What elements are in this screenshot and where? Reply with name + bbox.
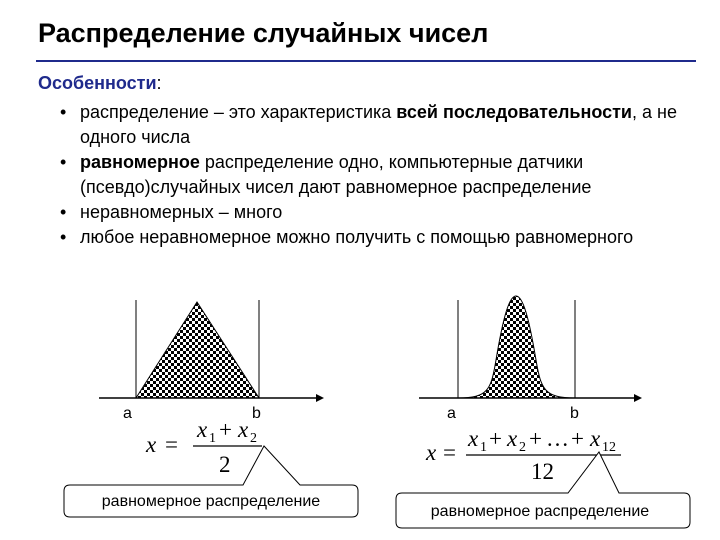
right-distribution-figure [396,296,690,528]
svg-text:+: + [219,417,232,442]
right-label-a: a [447,405,456,422]
svg-text:=: = [443,440,456,465]
bullet-dot: • [60,202,67,222]
left-x-axis-arrow [316,394,324,402]
svg-text:2: 2 [250,431,257,446]
svg-text:x: x [507,426,518,451]
left-label-a: a [123,405,132,422]
right-label-b: b [570,405,579,422]
page-title: Распределение случайных чисел [38,18,489,48]
bullet-text: распределение – это характеристика [80,102,397,122]
triangular-distribution-shape [136,302,259,398]
left-formula [145,417,262,477]
svg-text:x: x [197,417,208,442]
bullet-text: неравномерных – много [80,202,283,222]
svg-text:x: x [238,417,249,442]
svg-text:2: 2 [219,452,231,477]
svg-text:+: + [529,426,542,451]
svg-text:12: 12 [531,459,554,484]
svg-text:12: 12 [602,440,616,455]
svg-text:=: = [165,432,178,457]
svg-text:+: + [571,426,584,451]
svg-text:+: + [489,426,502,451]
svg-text:x: x [590,426,601,451]
svg-text:1: 1 [209,431,216,446]
section-keyword: Особенности [38,73,157,93]
bell-distribution-shape [458,296,575,398]
left-callout-text: равномерное распределение [101,493,321,510]
svg-text:x: x [146,432,157,457]
left-distribution-figure [64,300,358,517]
bullet-text: , а не одного числа [80,102,677,147]
bullet-dot: • [60,152,67,172]
svg-text:…: … [546,426,569,451]
right-callout-text: равномерное распределение [430,503,650,520]
bullet-text: распределение одно, компьютерные датчики (псевдо)случайных чисел дают равномерное распределение [80,152,592,197]
bullet-dot: • [60,227,67,247]
svg-text:x: x [426,440,437,465]
bullet-text: любое неравномерное можно получить с помощью равномерного [80,227,634,247]
svg-text:1: 1 [480,440,487,455]
bullet-dot: • [60,102,67,122]
left-label-b: b [252,405,261,422]
bullet-emphasis: всей [396,102,439,122]
bullet-emphasis: последовательности [443,102,632,122]
section-colon: : [156,73,162,93]
svg-text:x: x [468,426,479,451]
svg-text:2: 2 [519,440,526,455]
bullet-emphasis: равномерное [80,152,200,172]
right-x-axis-arrow [634,394,642,402]
